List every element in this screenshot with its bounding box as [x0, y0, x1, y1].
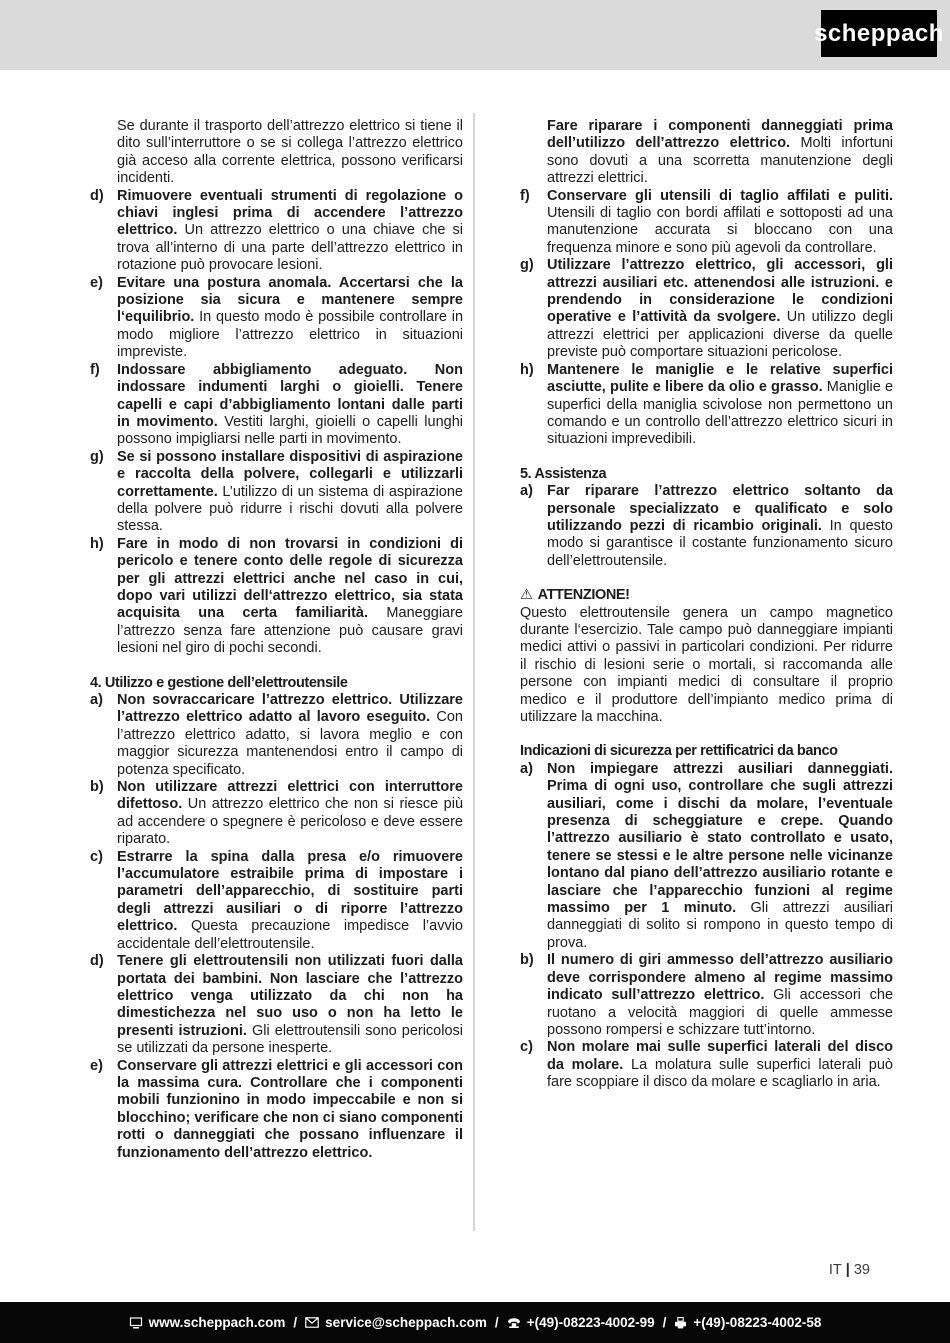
item-letter: e) — [90, 274, 103, 291]
section-heading: 4. Utilizzo e gestione dell’elettroutensile — [90, 674, 348, 691]
item-letter: a) — [90, 692, 103, 708]
item-bold-text: Non sovraccaricare l’attrezzo elettrico. Utilizzare l’attrezzo elettrico adatto al lavoro eseguito. — [117, 692, 463, 726]
item-text: In questo modo è possibile controllare in modo migliore l’attrezzo elettrico in situazioni impreviste. — [117, 309, 464, 361]
list-item — [90, 275, 463, 362]
section-heading: Indicazioni di sicurezza per rettificatrici da banco — [520, 743, 838, 760]
list-item — [90, 692, 463, 779]
paragraph-text: Se durante il trasporto dell’attrezzo elettrico si tiene il dito sull’interruttore o se si collega l’attrezzo elettrico già acceso alla corrente elettrica, possono verificarsi incidenti. — [117, 118, 463, 187]
item-body — [547, 483, 893, 570]
item-text: Un utilizzo degli attrezzi elettrici per applicazioni diverse da quelle previste può comportare situazioni pericolose. — [547, 309, 893, 361]
item-bold-text: Conservare gli utensili di taglio affilati e puliti. — [547, 187, 893, 204]
list-item — [520, 952, 893, 1039]
item-text: In questo modo si garantisce il costante funzionamento sicuro dell’elettroutensile. — [547, 517, 893, 569]
footer-fax: +(49)-08223-4002-58 — [693, 1315, 822, 1330]
item-text: L’utilizzo di un sistema di aspirazione della polvere può ridurre i rischi dovuti alla polvere stessa. — [117, 483, 463, 535]
item-bold-text: Se si possono installare dispositivi di aspirazione e raccolta della polvere, collegarli e utilizzarli correttamente. — [117, 448, 463, 500]
footer-separator: / — [494, 1315, 499, 1330]
item-bold-text: Evitare una postura anomala. Accertarsi che la posizione sia sicura e mantenere sempre l‘equilibrio. — [117, 274, 463, 326]
item-letter: g) — [520, 257, 534, 274]
paragraph-text: Molti infortuni sono dovuti a una scorretta manutenzione degli attrezzi elettrici. — [547, 135, 893, 187]
list-item — [90, 362, 463, 449]
item-text: Un attrezzo elettrico o una chiave che si trova all’interno di una parte dell’attrezzo elettrico in rotazione può provocare lesioni. — [117, 222, 464, 274]
item-letter: g) — [90, 448, 104, 465]
item-body — [547, 362, 893, 449]
phone-icon — [507, 1317, 521, 1329]
item-bold-text: Non molare mai sulle superfici laterali del disco da molare. — [547, 1039, 893, 1073]
list-item — [90, 536, 463, 658]
item-bold-text: Conservare gli attrezzi elettrici e gli accessori con la massima cura. Controllare che i componenti mobili funzionino in modo impeccabile e non si blocchino; verificare che non ci siano componenti rotti o danneggiati che possano influenzare il funzionamento dell’attrezzo elettrico. — [117, 1057, 463, 1161]
item-bold-text: Il numero di giri ammesso dell’attrezzo ausiliario deve corrispondere almeno al regime massimo indicato sull’attrezzo elettrico. — [547, 952, 893, 1004]
item-bold-text: Tenere gli elettroutensili non utilizzati fuori dalla portata dei bambini. Non lasciare che l’attrezzo elettrico venga utilizzato da chi non ha dimestichezza nel suo uso o non ha letto le presenti istruzioni. — [117, 953, 463, 1039]
item-letter: h) — [520, 361, 534, 378]
item-text: Gli attrezzi ausiliari danneggiati di solito si rompono in questo tempo di prova. — [547, 900, 893, 951]
page-marker — [829, 1262, 870, 1278]
warning-heading — [520, 587, 893, 604]
list-item — [520, 761, 893, 952]
footer-website: www.scheppach.com — [148, 1315, 286, 1330]
footer-separator: / — [293, 1315, 298, 1330]
list-item — [520, 188, 893, 258]
page-marker-bar: | — [845, 1262, 850, 1278]
item-letter: b) — [520, 952, 534, 969]
item-text: Con l’attrezzo elettrico adatto, si lavora meglio e con maggior sicurezza mantenendosi entro il campo di potenza specificato. — [117, 709, 463, 778]
item-bold-text: Fare in modo di non trovarsi in condizioni di pericolo e tenere conto delle regole di sicurezza per gli attrezzi elettrici anche nel caso in cui, dopo vari utilizzi dell‘attrezzo elettrico, sia stata acquisita una certa familiarità. — [117, 535, 463, 622]
item-letter: a) — [520, 483, 533, 500]
item-letter: h) — [90, 535, 104, 552]
item-body — [547, 761, 893, 952]
item-bold-text: Indossare abbigliamento adeguato. Non indossare indumenti larghi o gioielli. Tenere capelli e capi d’abbigliamento lontani dalle parti in movimento. — [117, 361, 463, 430]
item-body — [117, 849, 463, 953]
list-item — [520, 483, 893, 570]
paragraph-bold-text: Fare riparare i componenti danneggiati prima dell’utilizzo dell’attrezzo elettrico. — [547, 118, 893, 152]
item-bold-text: Utilizzare l’attrezzo elettrico, gli accessori, gli attrezzi ausiliari etc. attenendosi alle istruzioni. e prendendo in considerazione le condizioni operative e l’attività da svolgere. — [547, 257, 893, 326]
column-divider — [473, 113, 475, 1231]
item-bold-text: Far riparare l’attrezzo elettrico soltanto da personale specializzato e qualificato e solo utilizzando pezzi di ricambio originali. — [547, 483, 893, 534]
list-item — [90, 449, 463, 536]
item-body — [117, 1058, 463, 1162]
header-band — [0, 0, 950, 70]
item-text: Un attrezzo elettrico che non si riesce più ad accendere o spegnere è pericoloso e deve essere riparato. — [117, 796, 464, 848]
paragraph — [520, 605, 893, 727]
item-text: Vestiti larghi, gioielli o capelli lunghi possono impigliarsi nelle parti in movimento. — [117, 413, 463, 448]
warning-title: ATTENZIONE! — [537, 587, 630, 604]
item-text: Utensili di taglio con bordi affilati e sottoposti ad una manutenzione accurata si bloccano con una frequenza minore e sono più agevoli da controllare. — [547, 205, 893, 256]
item-bold-text: Non impiegare attrezzi ausiliari danneggiati. Prima di ogni uso, controllare che sugli attrezzi ausiliari, come i dischi da molare, l’eventuale presenza di scheggiature e crepe. Quando l’attrezzo ausiliario è stato controllato e usato, tenere se stessi e le altre persone nelle vicinanze lontano dal piano dell’attrezzo ausiliario rotante e lasciare che l’apparecchio funzioni al regime massimo per 1 minuto. — [547, 760, 893, 917]
item-bold-text: Mantenere le maniglie e le relative superfici asciutte, pulite e libere da olio e grasso. — [547, 361, 893, 396]
item-text: Gli elettroutensili sono pericolosi se utilizzati da persone inesperte. — [117, 1022, 464, 1057]
item-bold-text: Rimuovere eventuali strumenti di regolazione o chiavi inglesi prima di accendere l’attrezzo elettrico. — [117, 187, 463, 239]
scheppach-logo — [814, 10, 944, 57]
item-body — [117, 779, 463, 849]
footer-separator: / — [662, 1315, 667, 1330]
paragraph — [90, 118, 463, 188]
item-text: Maneggiare l’attrezzo senza fare attenzione può causare gravi lesioni nel giro di pochi secondi. — [117, 605, 463, 657]
item-text: La molatura sulle superfici laterali può fare scoppiare il disco da molare e scagliarlo in aria. — [547, 1056, 893, 1091]
item-body — [117, 692, 463, 779]
list-item — [520, 1039, 893, 1091]
item-letter: a) — [520, 760, 533, 777]
warning-icon: ⚠ — [520, 587, 533, 604]
footer-phone: +(49)-08223-4002-99 — [526, 1315, 655, 1330]
item-body — [117, 362, 463, 449]
list-item — [90, 953, 463, 1057]
left-column — [90, 118, 463, 1162]
paragraph-text: Questo elettroutensile genera un campo magnetico durante l‘esercizio. Tale campo può danneggiare impianti medici attivi o passivi in particolari condizioni. Per ridurre il rischio di lesioni serie o mortali, si raccomanda alle persone con impianti medici di consultare il proprio medico e il produttore dell’impianto medico prima di utilizzare la macchina. — [520, 604, 893, 725]
item-letter: f) — [90, 361, 100, 378]
right-column — [520, 118, 893, 1092]
fax-icon — [674, 1317, 687, 1329]
computer-icon — [129, 1317, 143, 1329]
footer-contact-bar — [0, 1302, 950, 1343]
item-letter: e) — [90, 1057, 103, 1074]
item-text: Maniglie e superfici della maniglia scivolose non permettono un comando e un controllo dell’attrezzo elettrico sicuri in situazioni imprevedibili. — [547, 379, 894, 448]
item-letter: b) — [90, 779, 104, 796]
item-body — [117, 953, 463, 1057]
page-language: IT — [828, 1262, 842, 1278]
logo-text: scheppach — [814, 19, 944, 47]
email-icon — [305, 1317, 319, 1328]
item-body — [117, 188, 463, 275]
list-item — [520, 257, 893, 361]
section-heading: 5. Assistenza — [520, 465, 607, 482]
list-item — [90, 1058, 463, 1162]
item-letter: f) — [520, 187, 530, 204]
item-letter: d) — [90, 187, 104, 204]
item-letter: d) — [90, 953, 104, 970]
item-bold-text: Non utilizzare attrezzi elettrici con interruttore difettoso. — [117, 779, 463, 813]
item-text: Gli accessori che ruotano a velocità maggiori di quelle ammesse possono rompersi e schizzare tutt’intorno. — [547, 987, 894, 1038]
paragraph — [520, 118, 893, 188]
item-body — [117, 275, 463, 362]
page-number: 39 — [853, 1262, 870, 1278]
list-item — [90, 849, 463, 953]
item-body — [117, 449, 463, 536]
item-body — [547, 1039, 893, 1091]
list-item — [90, 188, 463, 275]
list-item — [90, 779, 463, 849]
item-body — [547, 257, 893, 361]
item-body — [117, 536, 463, 658]
item-body — [547, 188, 893, 258]
footer-email: service@scheppach.com — [325, 1315, 487, 1330]
item-letter: c) — [520, 1039, 533, 1056]
list-item — [520, 362, 893, 449]
item-bold-text: Estrarre la spina dalla presa e/o rimuovere l’accumulatore estraibile prima di impostare i parametri dell’apparecchio, di sostituire parti degli attrezzi ausiliari o di riporre l’attrezzo elettrico. — [117, 848, 463, 935]
item-letter: c) — [90, 848, 103, 865]
item-body — [547, 952, 893, 1039]
item-text: Questa precauzione impedisce l’avvio accidentale dell’elettroutensile. — [117, 918, 463, 952]
